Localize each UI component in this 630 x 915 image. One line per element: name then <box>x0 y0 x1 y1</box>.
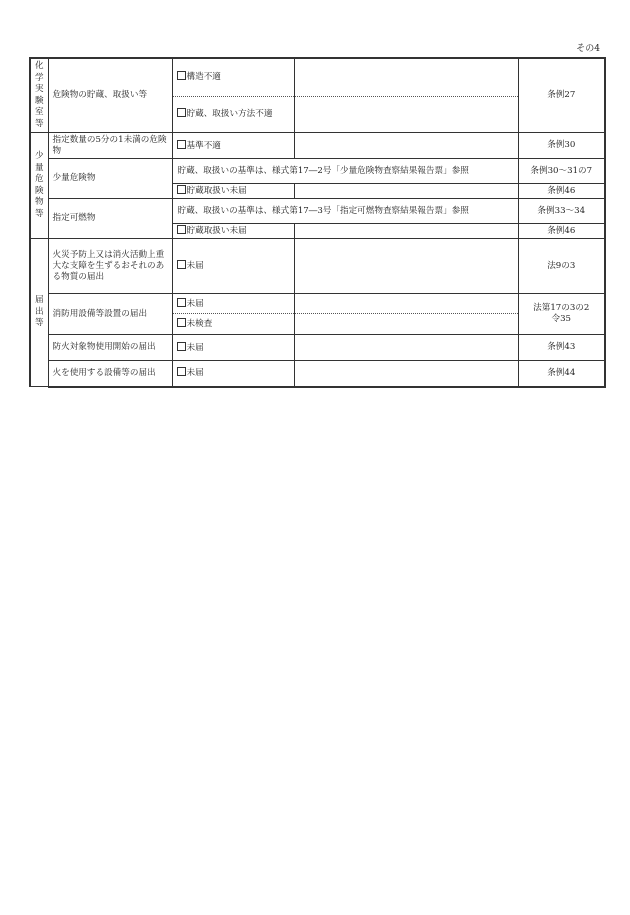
check-substance-unreported[interactable]: 未届 <box>172 239 294 294</box>
notify-row-1 <box>30 239 605 294</box>
check-structure-unfit[interactable]: 構造不適 <box>172 58 294 96</box>
small-hazard-row-4 <box>30 199 605 224</box>
checkbox-icon[interactable] <box>177 342 186 351</box>
check-equipment-uninspected[interactable]: 未検査 <box>172 314 294 335</box>
category-small-hazard: 少量危険物等 <box>30 133 48 239</box>
law-small-hazard-note: 条例30～31の7 <box>518 159 605 184</box>
law-substance-notice: 法9の3 <box>518 239 605 294</box>
checkbox-icon[interactable] <box>177 71 186 80</box>
note-designated-combustibles: 貯蔵、取扱いの基準は、様式第17―3号「指定可燃物査察結果報告票」参照 <box>172 199 518 224</box>
law-small-hazard: 条例46 <box>518 184 605 199</box>
law-fire-device: 条例44 <box>518 361 605 387</box>
law-designated-combustibles-note: 条例33～34 <box>518 199 605 224</box>
checkbox-icon[interactable] <box>177 260 186 269</box>
remarks-substance-unreported[interactable] <box>294 239 518 294</box>
page-number: その4 <box>576 44 600 54</box>
checkbox-icon[interactable] <box>177 367 186 376</box>
law-usage-start: 条例43 <box>518 335 605 361</box>
item-small-hazard: 少量危険物 <box>48 159 172 199</box>
remarks-standard-unfit[interactable] <box>294 133 518 159</box>
item-designated-combustibles: 指定可燃物 <box>48 199 172 239</box>
item-usage-start-notice: 防火対象物使用開始の届出 <box>48 335 172 361</box>
remarks-combustibles-unreported[interactable] <box>294 224 518 239</box>
notify-row-4 <box>30 335 605 361</box>
check-fire-device-unreported[interactable]: 未届 <box>172 361 294 387</box>
remarks-storage-method-unfit[interactable] <box>294 96 518 132</box>
inspection-form-table <box>29 57 606 388</box>
remarks-structure-unfit[interactable] <box>294 58 518 96</box>
category-chem-lab: 化学実験室等 <box>30 58 48 133</box>
checkbox-icon[interactable] <box>177 318 186 327</box>
note-small-hazard: 貯蔵、取扱いの基準は、様式第17―2号「少量危険物査察結果報告票」参照 <box>172 159 518 184</box>
notify-row-5 <box>30 361 605 387</box>
item-fire-equipment-notice: 消防用設備等設置の届出 <box>48 294 172 335</box>
checkbox-icon[interactable] <box>177 298 186 307</box>
remarks-fire-device-unreported[interactable] <box>294 361 518 387</box>
checkbox-icon[interactable] <box>177 185 186 194</box>
small-hazard-row-2 <box>30 159 605 184</box>
check-storage-method-unfit[interactable]: 貯蔵、取扱い方法不適 <box>172 96 294 132</box>
law-chem-lab: 条例27 <box>518 58 605 133</box>
checkbox-icon[interactable] <box>177 225 186 234</box>
category-notifications: 届出等 <box>30 239 48 387</box>
small-hazard-row-1 <box>30 133 605 159</box>
law-below-fifth: 条例30 <box>518 133 605 159</box>
check-standard-unfit[interactable]: 基準不適 <box>172 133 294 159</box>
item-hazardous-substance-notice: 火災予防上又は消火活動上重大な支障を生ずるおそれのある物質の届出 <box>48 239 172 294</box>
checkbox-icon[interactable] <box>177 108 186 117</box>
chem-lab-row-1 <box>30 58 605 96</box>
remarks-usage-unreported[interactable] <box>294 335 518 361</box>
check-equipment-unreported[interactable]: 未届 <box>172 294 294 314</box>
remarks-small-hazard-unreported[interactable] <box>294 184 518 199</box>
law-designated-combustibles: 条例46 <box>518 224 605 239</box>
item-hazard-storage: 危険物の貯蔵、取扱い等 <box>48 58 172 133</box>
checkbox-icon[interactable] <box>177 140 186 149</box>
check-combustibles-unreported[interactable]: 貯蔵取扱い未届 <box>172 224 294 239</box>
remarks-equipment-uninspected[interactable] <box>294 314 518 335</box>
remarks-equipment-unreported[interactable] <box>294 294 518 314</box>
check-small-hazard-unreported[interactable]: 貯蔵取扱い未届 <box>172 184 294 199</box>
notify-row-2 <box>30 294 605 314</box>
item-below-fifth: 指定数量の5分の1未満の危険物 <box>48 133 172 159</box>
law-fire-equipment: 法第17の3の2 令35 <box>518 294 605 335</box>
check-usage-unreported[interactable]: 未届 <box>172 335 294 361</box>
item-fire-device-notice: 火を使用する設備等の届出 <box>48 361 172 387</box>
